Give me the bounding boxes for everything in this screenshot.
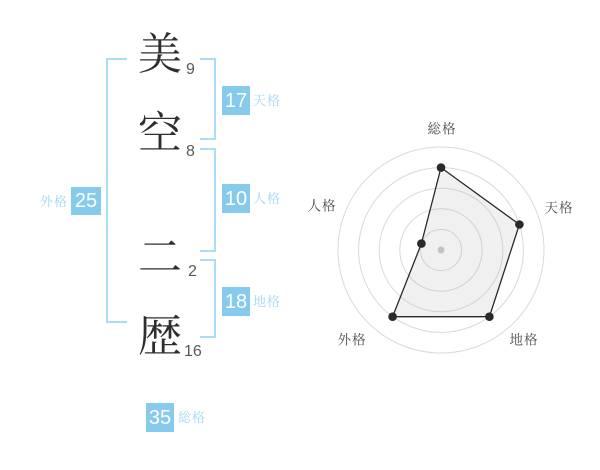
stroke-count-3: 2 [188,263,197,280]
tenkaku-label: 天格 [253,93,282,108]
radar-data-point [388,312,397,321]
soukaku-label: 総格 [178,410,207,425]
stroke-count-1: 9 [186,61,195,78]
tenkaku-value-badge: 17 [222,86,250,115]
radar-chart [290,110,580,360]
radar-center-dot [438,247,445,254]
radar-data-point [437,163,446,172]
jinkaku-value-badge: 10 [222,184,250,213]
radar-axis-jinkaku: 人格 [307,198,337,214]
stroke-count-2: 8 [186,143,195,160]
jinkaku-label: 人格 [253,191,282,206]
soukaku-value-badge: 35 [146,403,174,432]
name-char-3: 二 [138,233,182,282]
radar-data-point [417,239,426,248]
jinkaku-bracket [200,148,216,252]
chikaku-bracket [200,259,216,338]
name-char-1: 美 [138,30,182,79]
radar-data-point [485,312,494,321]
radar-data-point [515,220,524,229]
radar-axis-chikaku: 地格 [509,332,539,348]
stroke-count-4: 16 [184,343,202,360]
gaikaku-value-badge: 25 [71,187,101,215]
chikaku-label: 地格 [253,294,282,309]
radar-axis-gaikaku: 外格 [337,332,367,348]
radar-axis-soukaku: 総格 [427,121,457,137]
name-char-4: 歴 [138,312,182,361]
radar-axis-tenkaku: 天格 [544,200,574,216]
gaikaku-bracket [106,58,127,323]
tenkaku-bracket [200,58,216,140]
radar-data-polygon [393,168,520,317]
name-char-2: 空 [138,109,182,158]
chikaku-value-badge: 18 [222,287,250,316]
gaikaku-label: 外格 [40,194,69,209]
